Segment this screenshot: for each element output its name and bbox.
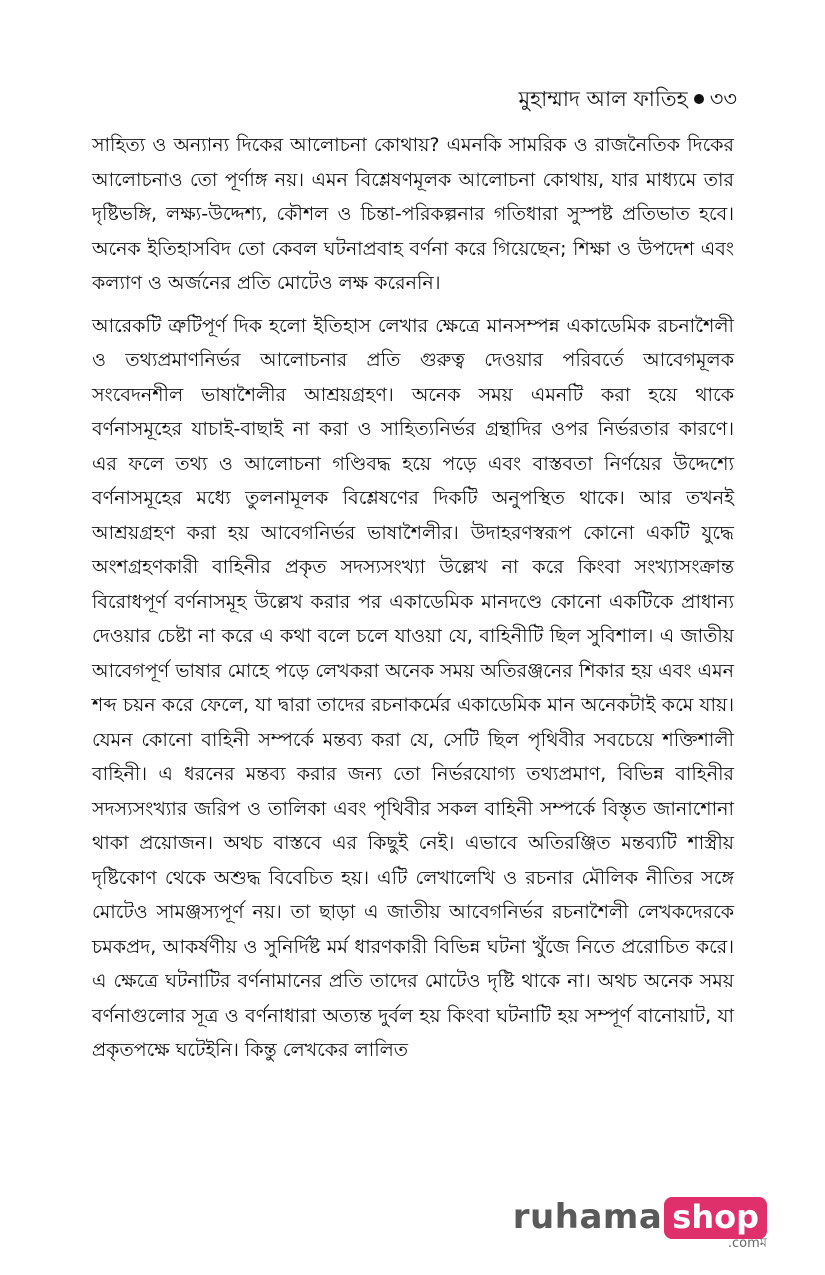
header-bullet-icon <box>694 94 704 104</box>
watermark-logo <box>512 1197 767 1251</box>
body-text <box>92 128 734 1068</box>
watermark-brand: ruhama <box>512 1197 663 1237</box>
watermark-domain: .comম <box>727 1236 767 1251</box>
watermark-shop-badge <box>664 1197 767 1251</box>
page-number: ৩৩ <box>709 87 737 111</box>
paragraph-2: আরেকটি ত্রুটিপূর্ণ দিক হলো ইতিহাস লেখার ক্ষেত্রে মানসম্পন্ন একাডেমিক রচনাশৈলী ও তথ্যপ্রমাণনির্ভর আলোচনার প্রতি গুরুত্ব দেওয়ার পরিবর্তে আবেগমূলক সংবেদনশীল ভাষাশৈলীর আশ্রয়গ্রহণ। অনেক সময় এমনটি করা হয়ে থাকে বর্ণনাসমূহের যাচাই-বাছাই না করা ও সাহিত্যনির্ভর গ্রন্থাদির ওপর নির্ভরতার কারণে। এর ফলে তথ্য ও আলোচনা গণ্ডিবদ্ধ হয়ে পড়ে এবং বাস্তবতা নির্ণয়ের উদ্দেশ্যে বর্ণনাসমূহের মধ্যে তুলনামূলক বিশ্লেষণের দিকটি অনুপস্থিত থাকে। আর তখনই আশ্রয়গ্রহণ করা হয় আবেগনির্ভর ভাষাশৈলীর। উদাহরণস্বরূপ কোনো একটি যুদ্ধে অংশগ্রহণকারী বাহিনীর প্রকৃত সদস্যসংখ্যা উল্লেখ না করে কিংবা সংখ্যাসংক্রান্ত বিরোধপূর্ণ বর্ণনাসমূহ উল্লেখ করার পর একাডেমিক মানদণ্ডে কোনো একটিকে প্রাধান্য দেওয়ার চেষ্টা না করে এ কথা বলে চলে যাওয়া যে, বাহিনীটি ছিল সুবিশাল। এ জাতীয় আবেগপূর্ণ ভাষার মোহে পড়ে লেখকরা অনেক সময় অতিরঞ্জনের শিকার হয় এবং এমন শব্দ চয়ন করে ফেলে, যা দ্বারা তাদের রচনাকর্মের একাডেমিক মান অনেকটাই কমে যায়। যেমন কোনো বাহিনী সম্পর্কে মন্তব্য করা যে, সেটি ছিল পৃথিবীর সবচেয়ে শক্তিশালী বাহিনী। এ ধরনের মন্তব্য করার জন্য তো নির্ভরযোগ্য তথ্যপ্রমাণ, বিভিন্ন বাহিনীর সদস্যসংখ্যার জরিপ ও তালিকা এবং পৃথিবীর সকল বাহিনী সম্পর্কে বিস্তৃত জানাশোনা থাকা প্রয়োজন। অথচ বাস্তবে এর কিছুই নেই। এভাবে অতিরঞ্জিত মন্তব্যটি শাস্ত্রীয় দৃষ্টিকোণ থেকে অশুদ্ধ বিবেচিত হয়। এটি লেখালেখি ও রচনার মৌলিক নীতির সঙ্গে মোটেও সামঞ্জস্যপূর্ণ নয়। তা ছাড়া এ জাতীয় আবেগনির্ভর রচনাশৈলী লেখকদেরকে চমকপ্রদ, আকর্ষণীয় ও সুনির্দিষ্ট মর্ম ধারণকারী বিভিন্ন ঘটনা খুঁজে নিতে প্ররোচিত করে। এ ক্ষেত্রে ঘটনাটির বর্ণনামানের প্রতি তাদের মোটেও দৃষ্টি থাকে না। অথচ অনেক সময় বর্ণনাগুলোর সূত্র ও বর্ণনাধারা অত্যন্ত দুর্বল হয় কিংবা ঘটনাটি হয় সম্পূর্ণ বানোয়াট, যা প্রকৃতপক্ষে ঘটেইনি। কিন্তু লেখকের লালিত <box>92 314 734 1061</box>
header-author: মুহাম্মাদ আল ফাতিহ <box>518 87 688 111</box>
paragraph-1: সাহিত্য ও অন্যান্য দিকের আলোচনা কোথায়? এমনকি সামরিক ও রাজনৈতিক দিকের আলোচনাও তো পূর্ণাঙ্গ নয়। এমন বিশ্লেষণমূলক আলোচনা কোথায়, যার মাধ্যমে তার দৃষ্টিভঙ্গি, লক্ষ্য-উদ্দেশ্য, কৌশল ও চিন্তা-পরিকল্পনার গতিধারা সুস্পষ্ট প্রতিভাত হবে। অনেক ইতিহাসবিদ তো কেবল ঘটনাপ্রবাহ বর্ণনা করে গিয়েছেন; শিক্ষা ও উপদেশ এবং কল্যাণ ও অর্জনের প্রতি মোটেও লক্ষ করেননি। <box>92 134 734 294</box>
running-header <box>518 84 737 114</box>
watermark-shop: shop <box>664 1197 767 1239</box>
